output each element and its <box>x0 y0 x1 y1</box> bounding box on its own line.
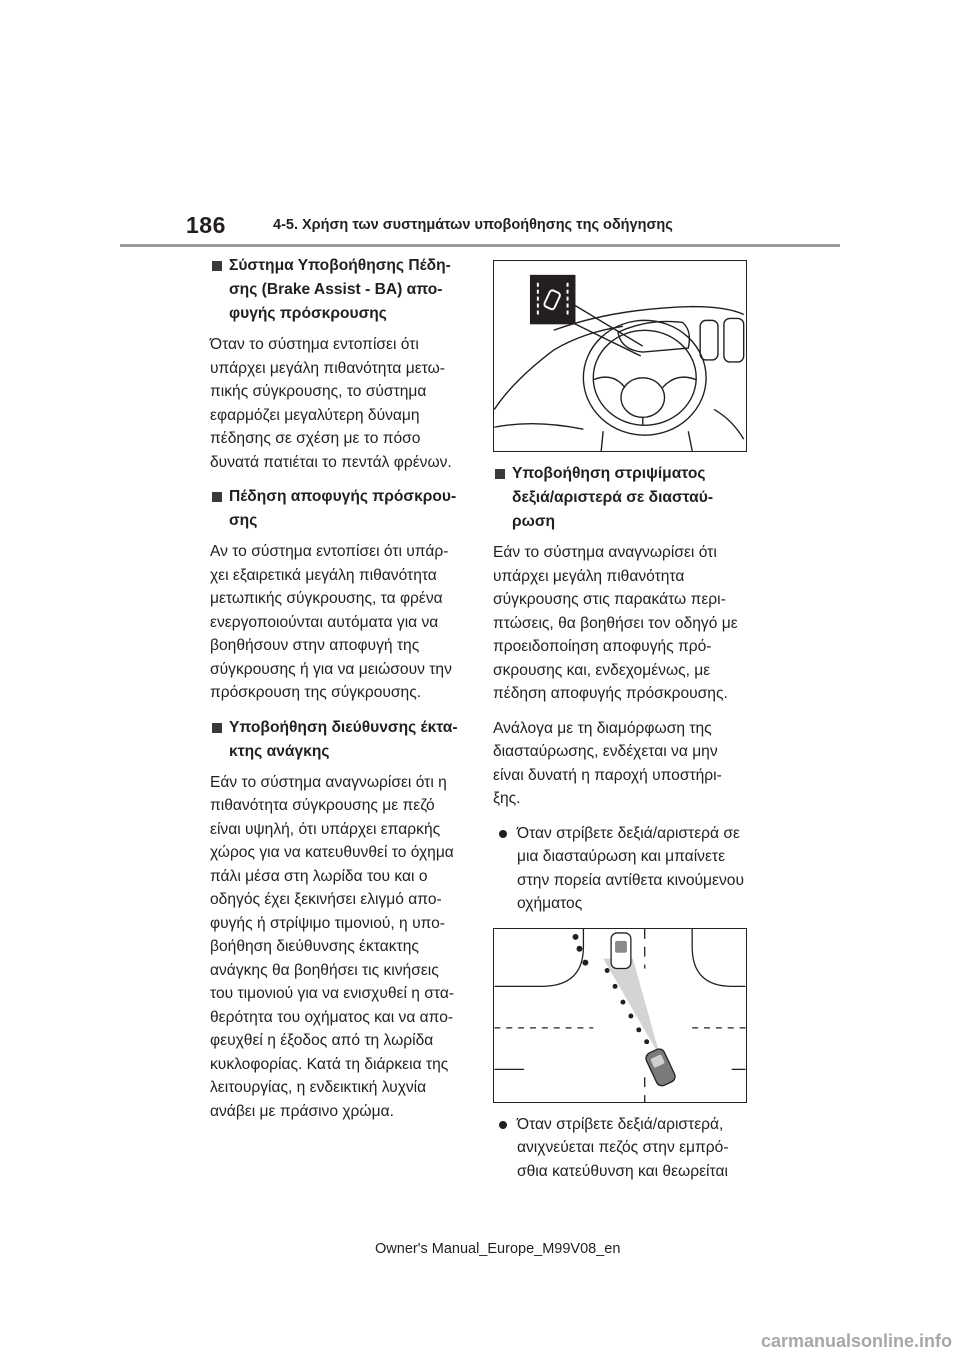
footer-manual-id: Owner's Manual_Europe_M99V08_en <box>375 1241 621 1257</box>
bullet-dot-icon <box>499 830 507 838</box>
section-title: Πέδηση αποφυγής πρόσκρου- σης <box>229 488 457 529</box>
header-rule <box>120 244 840 247</box>
section-title: Σύστημα Υποβοήθησης Πέδη- σης (Brake Assist - BA) απο- φυγής πρόσκρουσης <box>229 257 451 322</box>
intersection-illustration <box>493 928 747 1103</box>
section-body: Όταν το σύστημα εντοπίσει ότι υπάρχει μεγάλη πιθανότητα μετω- πικής σύγκρουσης, το σύστημα εφαρμόζει μεγαλύτερη δύναμη πέδησης σε σχέση με το πόσο δυνατά πατιέται το πεντάλ φρένων. <box>210 336 452 471</box>
right-column <box>493 258 755 1193</box>
section-title: Υποβοήθηση διεύθυνσης έκτα- κτης ανάγκης <box>229 718 458 760</box>
section-brake-assist <box>210 254 472 474</box>
dashboard-illustration <box>493 260 747 452</box>
section-title: Υποβοήθηση στριψίματος δεξιά/αριστερά σε διασταύ- ρωση <box>512 465 714 530</box>
bullet-item: Όταν στρίβετε δεξιά/αριστερά, ανιχνεύεται πεζός στην εμπρό- σθια κατεύθυνση και θεωρείται <box>493 1113 755 1184</box>
page-number: 186 <box>186 212 226 238</box>
section-square-icon <box>212 723 222 733</box>
section-intersection-assist <box>493 462 755 1183</box>
section-square-icon <box>212 492 222 502</box>
section-emergency-steering <box>210 716 472 1124</box>
section-collision-braking <box>210 485 472 705</box>
opposing-car-icon <box>611 932 631 968</box>
bullet-dot-icon <box>499 1121 507 1129</box>
bullet-item: Όταν στρίβετε δεξιά/αριστερά σε μια διασταύρωση και μπαίνετε στην πορεία αντίθετα κινούμενου οχήματος <box>493 822 755 916</box>
chapter-title: 4-5. Χρήση των συστημάτων υποβοήθησης της οδήγησης <box>273 217 673 233</box>
steering-assist-indicator-icon <box>530 275 576 324</box>
section-square-icon <box>212 261 222 271</box>
section-body: Εάν το σύστημα αναγνωρίσει ότι η πιθανότητα σύγκρουσης με πεζό είναι υψηλή, ότι υπάρχει επαρκής χώρος για να κατευθυνθεί το όχημα πάλι μέσα στη λωρίδα του και ο οδηγός έχει ξεκινήσει ελιγμό απο- φυγής ή στρίψιμο τιμονιού, η υπο- βοήθηση διεύθυνσης έκτακτης ανάγκης θα βοηθήσει τις κινήσεις του τιμονιού για να ενισχυθεί η στα- θερότητα του οχήματος και να απο- φευχθεί η έξοδος από τη λωρίδα κυκλοφορίας. Κατά τη διάρκεια της λειτουργίας, η ενδεικτική λυχνία ανάβει με πράσινο χρώμα. <box>210 773 455 1120</box>
section-body: Εάν το σύστημα αναγνωρίσει ότι υπάρχει μεγάλη πιθανότητα σύγκρουσης στις παρακάτω περι- πτώσεις, θα βοηθήσει τον οδηγό με προειδοποίηση αποφυγής πρό- σκρουσης και, ενδεχομένως, με πέδηση αποφυγής πρόσκρουσης. <box>493 544 738 702</box>
left-column <box>210 254 472 1134</box>
section-note: Ανάλογα με τη διαμόρφωση της διασταύρωσης, ενδέχεται να μην είναι δυνατή η παροχή υποστήρι- ξης. <box>493 719 722 807</box>
section-body: Αν το σύστημα εντοπίσει ότι υπάρ- χει εξαιρετικά μεγάλη πιθανότητα μετωπικής σύγκρουσης, τα φρένα ενεργοποιούνται αυτόματα για να βοηθήσουν στην αποφυγή της σύγκρουσης ή για να μειώσουν την πρόσκρουση της σύγκρουσης. <box>210 543 452 701</box>
watermark: carmanualsonline.info <box>760 1331 952 1351</box>
section-square-icon <box>495 469 505 479</box>
own-car-icon <box>644 1047 677 1088</box>
